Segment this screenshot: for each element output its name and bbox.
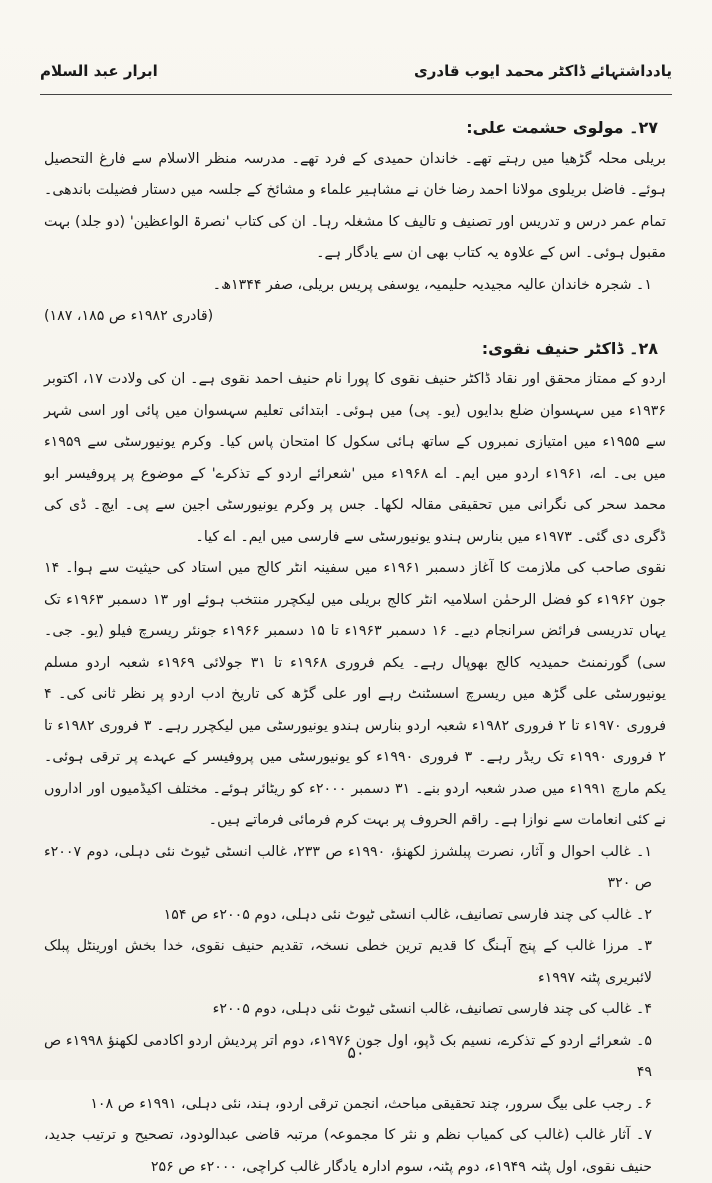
section-28-ref-1: ۱۔ غالب احوال و آثار، نصرت پبلشرز لکھنؤ، ۱۹۹۰ء ص ۲۳۳، غالب انسٹی ٹیوٹ نئی دہلی، دوم ۲۰۰۷ء ص ۳۲۰ [44, 843, 653, 891]
page-body [44, 112, 666, 1183]
section-28-ref-6: ۶۔ رجب علی بیگ سرور، چند تحقیقی مباحث، انجمن ترقی اردو، ہند، نئی دہلی، ۱۹۹۱ء ص ۱۰۸ [90, 1095, 652, 1112]
section-27-paragraph: بریلی محلہ گڑھیا میں رہتے تھے۔ خاندان حمیدی کے فرد تھے۔ مدرسہ منظر الاسلام سے فارغ التحصیل ہوئے۔ فاضل بریلوی مولانا احمد رضا خان نے مشاہیر علماء و مشائخ کے جلسہ میں دستار فضیلت باندھی۔ تمام عمر درس و تدریس اور تصنیف و تالیف کا مشغلہ رہا۔ ان کی کتاب 'نصرۃ الواعظین' (دو جلد) بہت مقبول ہوئی۔ اس کے علاوہ یہ کتاب بھی ان سے یادگار ہے۔ [44, 150, 666, 261]
header-divider [40, 94, 672, 95]
section-27-citation: (قادری ۱۹۸۲ء ص ۱۸۵، ۱۸۷) [44, 308, 214, 324]
section-28-ref-5: ۵۔ شعرائے اردو کے تذکرے، نسیم بک ڈپو، اول جون ۱۹۷۶ء، دوم اتر پردیش اردو اکادمی لکھنؤ ۱۹۹۸ء ص ۴۹ [44, 1032, 653, 1080]
section-27-heading: ۲۷۔ مولوی حشمت علی: [466, 118, 658, 137]
section-28-ref-7: ۷۔ آثار غالب (غالب کی کمیاب نظم و نثر کا مجموعہ) مرتبہ قاضی عبدالودود، تصحیح و ترتیب جدید، حنیف نقوی، اول پٹنہ ۱۹۴۹ء، دوم پٹنہ، سوم ادارہ یادگار غالب کراچی، ۲۰۰۰ء ص ۲۵۶ [44, 1127, 652, 1175]
section-28-ref-2: ۲۔ غالب کی چند فارسی تصانیف، غالب انسٹی ٹیوٹ نئی دہلی، دوم ۲۰۰۵ء ص ۱۵۴ [163, 906, 652, 923]
section-27-ref-1: ۱۔ شجرہ خاندان عالیہ مجیدیہ حلیمیہ، یوسفی پریس بریلی، صفر ۱۳۴۴ھ۔ [212, 276, 652, 293]
section-28-paragraph-1: اردو کے ممتاز محقق اور نقاد ڈاکٹر حنیف نقوی کا پورا نام حنیف احمد نقوی ہے۔ ان کی ولادت ۱۷، اکتوبر ۱۹۳۶ء میں سہسوان ضلع بدایوں (یو۔ پی) میں ہوئی۔ ابتدائی تعلیم سہسوان میں پائی اور اسی شہر سے ۱۹۵۵ء میں امتیازی نمبروں کے ساتھ ہائی سکول کا امتحان پاس کیا۔ وکرم یونیورسٹی سے ۱۹۵۹ء میں بی۔ اے، ۱۹۶۱ء اردو میں ایم۔ اے ۱۹۶۸ء میں 'شعرائے اردو کے تذکرے' کے موضوع پر پروفیسر ابو محمد سحر کی نگرانی میں تحقیقی مقالہ لکھا۔ جس پر وکرم یونیورسٹی اجین سے پی۔ ایچ۔ ڈی کی ڈگری دی گئی۔ ۱۹۷۳ء میں بنارس ہندو یونیورسٹی سے فارسی میں ایم۔ اے کیا۔ [44, 371, 666, 545]
running-header [40, 58, 672, 84]
header-author: ابرار عبد السلام [40, 62, 158, 80]
section-28-heading: ۲۸۔ ڈاکٹر حنیف نقوی: [481, 338, 658, 358]
page-number: ۵۰ [347, 1043, 365, 1062]
section-28-paragraph-2: نقوی صاحب کی ملازمت کا آغاز دسمبر ۱۹۶۱ء میں سفینہ انٹر کالج میں استاد کی حیثیت سے ہوا۔ ۱۴ جون ۱۹۶۲ء کو فضل الرحمٰن اسلامیہ انٹر کالج بریلی میں لیکچرر منتخب ہوئے اور ۱۳ دسمبر ۱۹۶۳ء تک یہاں تدریسی فرائض سرانجام دیے۔ ۱۶ دسمبر ۱۹۶۳ء تا ۱۵ دسمبر ۱۹۶۶ء جونئر ریسرچ فیلو (یو۔ جی۔ سی) گورنمنٹ حمیدیہ کالج بھوپال رہے۔ یکم فروری ۱۹۶۸ء تا ۳۱ جولائی ۱۹۶۹ء شعبہ اردو مسلم یونیورسٹی علی گڑھ میں ریسرچ اسسٹنٹ رہے اور علی گڑھ کی تاریخ ادب اردو پر نظر ثانی کی۔ ۴ فروری ۱۹۷۰ء تا ۲ فروری ۱۹۸۲ء شعبہ اردو بنارس ہندو یونیورسٹی میں لیکچرر رہے۔ ۳ فروری ۱۹۸۲ء تا ۲ فروری ۱۹۹۰ء تک ریڈر رہے۔ ۳ فروری ۱۹۹۰ء کو یونیورسٹی میں پروفیسر کے عہدے پر ترقی ہوئی۔ یکم مارچ ۱۹۹۱ء میں صدر شعبہ اردو بنے۔ ۳۱ دسمبر ۲۰۰۰ء کو ریٹائر ہوئے۔ مختلف اکیڈمیوں اور اداروں نے کئی انعامات سے نوازا ہے۔ راقم الحروف پر بہت کرم فرمائی فرماتے ہیں۔ [44, 560, 667, 828]
section-28-ref-4: ۴۔ غالب کی چند فارسی تصانیف، غالب انسٹی ٹیوٹ نئی دہلی، دوم ۲۰۰۵ء [212, 1001, 652, 1017]
section-28-ref-3: ۳۔ مرزا غالب کے پنج آہنگ کا قدیم ترین خطی نسخہ، تقدیم حنیف نقوی، خدا بخش اورینٹل پبلک لائبریری پٹنہ ۱۹۹۷ء [44, 938, 652, 986]
header-book-title: یادداشتہائے ڈاکٹر محمد ایوب قادری [413, 62, 672, 80]
